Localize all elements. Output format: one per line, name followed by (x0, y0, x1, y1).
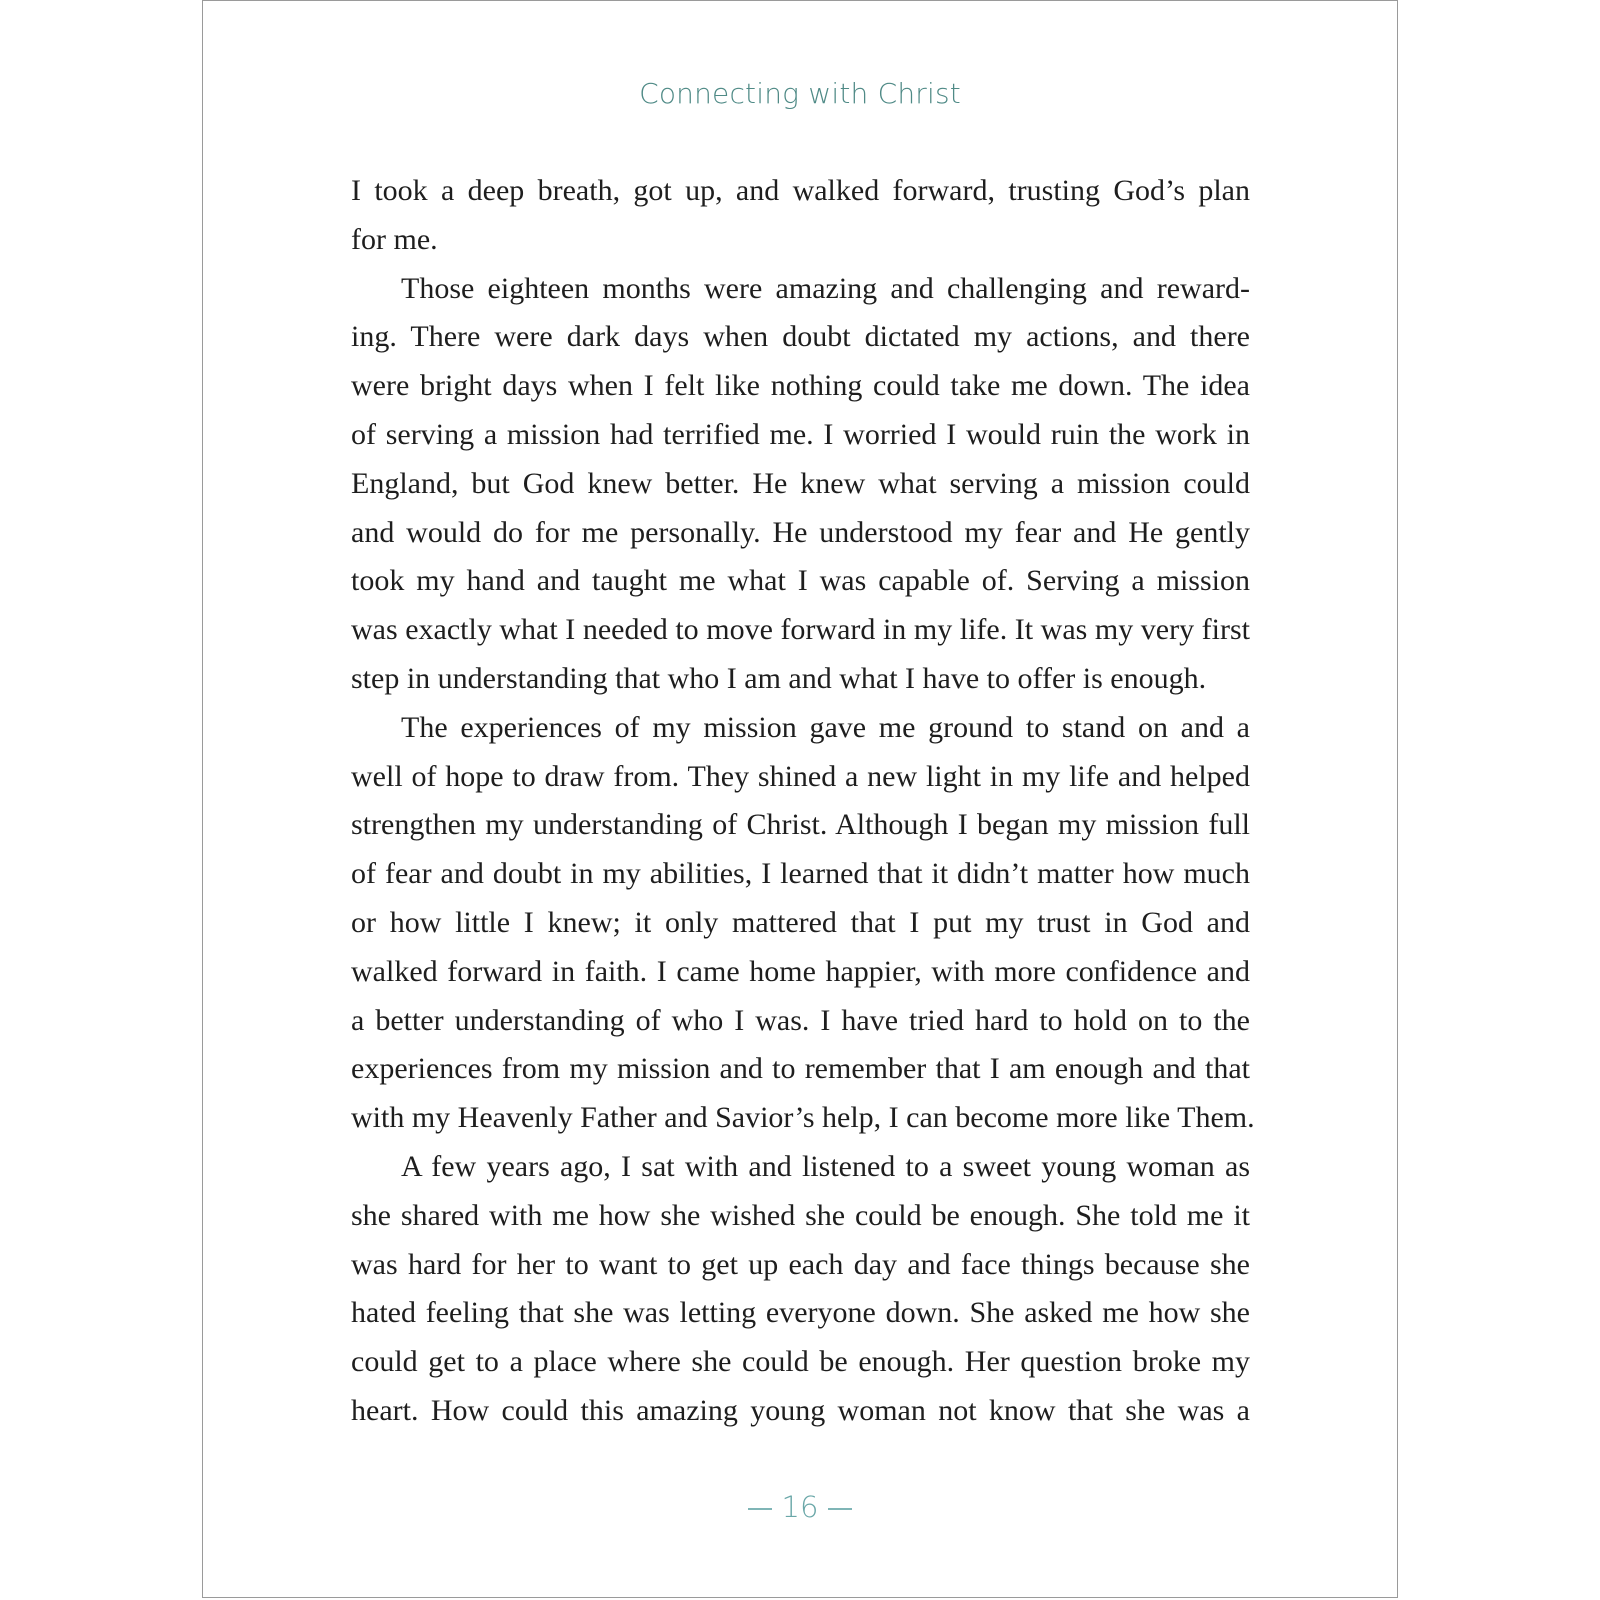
text-line: The experiences of my mission gave me ground to stand on and a (401, 710, 1250, 744)
text-line: well of hope to draw from. They shined a new light in my life and helped (351, 759, 1250, 793)
text-line: a better understanding of who I was. I have tried hard to hold on to the (351, 1003, 1250, 1037)
text-line: A few years ago, I sat with and listened to a sweet young woman as (401, 1149, 1250, 1183)
text-line: heart. How could this amazing young woman not know that she was a (351, 1393, 1250, 1427)
text-line: experiences from my mission and to remember that I am enough and that (351, 1052, 1250, 1086)
text-line: she shared with me how she wished she could be enough. She told me it (351, 1198, 1250, 1232)
text-line: could get to a place where she could be enough. Her question broke my (351, 1345, 1250, 1379)
text-line: ing. There were dark days when doubt dictated my actions, and there (351, 320, 1250, 354)
text-line: took my hand and taught me what I was capable of. Serving a mission (351, 564, 1250, 598)
text-line: or how little I knew; it only mattered that I put my trust in God and (351, 905, 1250, 939)
text-line: and would do for me personally. He understood my fear and He gently (351, 515, 1250, 549)
text-line: hated feeling that she was letting everyone down. She asked me how she (351, 1296, 1250, 1330)
text-line: of serving a mission had terrified me. I worried I would ruin the work in (351, 417, 1250, 451)
running-head: Connecting with Christ (639, 77, 961, 110)
text-line: was hard for her to want to get up each day and face things because she (351, 1247, 1250, 1281)
text-line: were bright days when I felt like nothing could take me down. The idea (351, 369, 1250, 403)
text-line: I took a deep breath, got up, and walked forward, trusting God’s plan (351, 174, 1250, 207)
body-text (351, 167, 1255, 1436)
text-line: step in understanding that who I am and what I have to offer is enough. (351, 661, 1207, 695)
text-line: Those eighteen months were amazing and challenging and reward- (401, 271, 1250, 305)
page-number (203, 1490, 1397, 1524)
text-line: with my Heavenly Father and Savior’s help, I can become more like Them. (351, 1101, 1255, 1135)
text-line: of fear and doubt in my abilities, I learned that it didn’t matter how much (351, 857, 1250, 891)
text-line: strengthen my understanding of Christ. Although I began my mission full (351, 808, 1250, 842)
text-line: was exactly what I needed to move forward in my life. It was my very first (351, 613, 1250, 647)
book-page (202, 0, 1398, 1598)
page-number-value: 16 (781, 1490, 819, 1524)
text-line: England, but God knew better. He knew what serving a mission could (351, 466, 1250, 500)
dash-ornament (828, 1508, 852, 1510)
text-line: walked forward in faith. I came home happier, with more confidence and (351, 954, 1250, 988)
dash-ornament (748, 1508, 772, 1510)
text-line: for me. (351, 222, 438, 256)
